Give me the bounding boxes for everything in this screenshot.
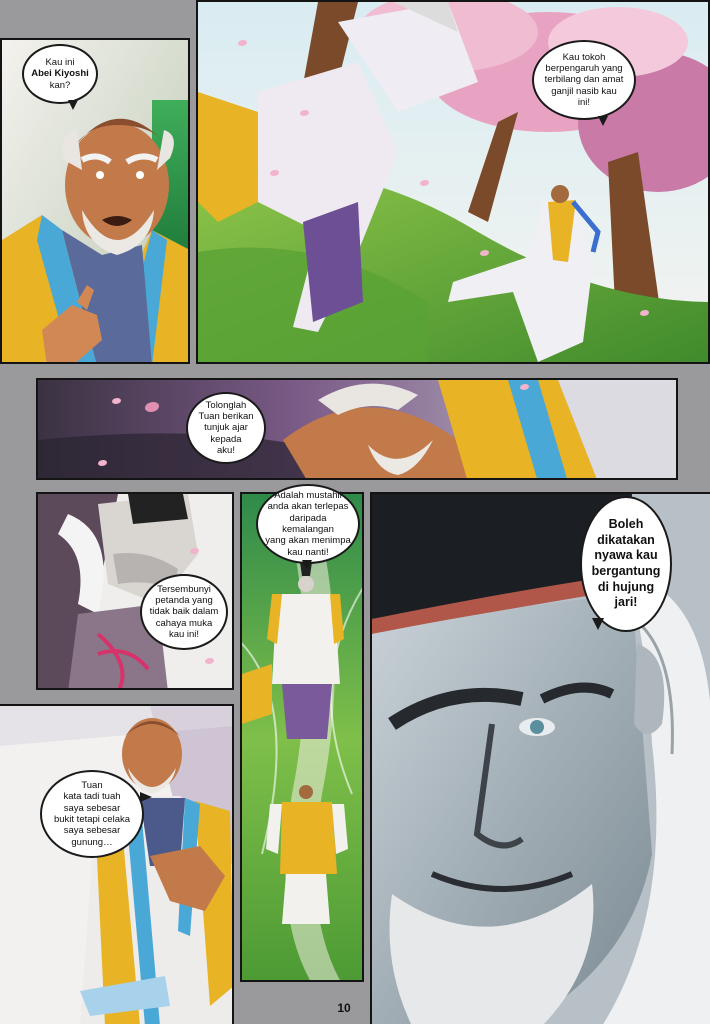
speech-tail-p1 — [68, 100, 78, 110]
speech-bubble-p4 — [140, 574, 228, 650]
panel-2-art — [198, 2, 710, 364]
panel-2 — [196, 0, 710, 364]
speech-bubble-p6 — [580, 496, 672, 632]
speech-text-p1-line1: Kau ini — [45, 56, 75, 68]
speech-text-p1 — [31, 57, 89, 91]
speech-tail-p7 — [140, 792, 152, 802]
speech-text-p2: Kau tokoh berpengaruh yang terbilang dan amat ganjil nasib kau ini! — [544, 51, 624, 109]
speech-text-p1-name: Abei Kiyoshi — [31, 68, 89, 80]
speech-text-p5: Adalah mustahil anda akan terlepas daripada kemalangan yang akan menimpa kau nanti! — [265, 489, 351, 558]
speech-bubble-p3 — [186, 392, 266, 464]
speech-text-p7: Tuan kata tadi tuah saya sebesar bukit tetapi celaka saya sebesar gunung… — [53, 779, 131, 848]
speech-bubble-p5 — [256, 484, 360, 564]
speech-tail-p5 — [302, 560, 312, 570]
speech-text-p3: Tolonglah Tuan berikan tunjuk ajar kepada aku! — [198, 399, 254, 457]
speech-bubble-p2 — [532, 40, 636, 120]
panel-3-art — [38, 380, 678, 480]
speech-tail-p2 — [598, 116, 608, 126]
speech-text-p4: Tersembunyi petanda yang tidak baik dalam cahaya muka kau ini! — [149, 583, 219, 641]
speech-text-p1-line3: kan? — [49, 79, 71, 91]
page-number: 10 — [337, 1001, 351, 1015]
speech-bubble-p1 — [22, 44, 98, 104]
panel-7-art — [0, 706, 234, 1024]
speech-tail-p6 — [592, 618, 604, 630]
speech-text-p6: Boleh dikatakan nyawa kau bergantung di hujung jari! — [591, 517, 661, 610]
panel-3 — [36, 378, 678, 480]
panel-7 — [0, 704, 234, 1024]
speech-bubble-p7 — [40, 770, 144, 858]
